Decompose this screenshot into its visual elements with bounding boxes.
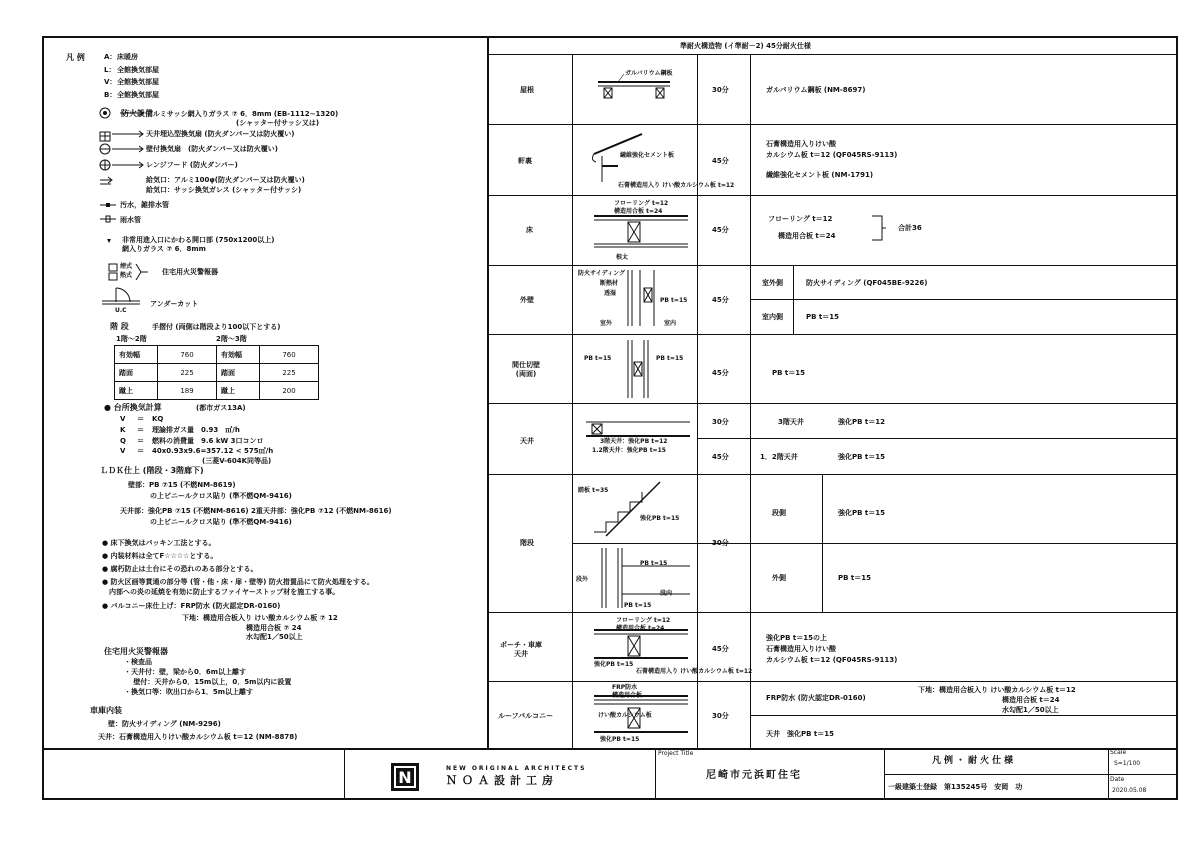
legend-label-a: 床暖房 (117, 53, 138, 61)
row-line (488, 265, 1178, 266)
intake1-label: 給気口：アルミ100φ(防火ダンパー又は防火覆い) (146, 176, 305, 184)
spec-floor-2: 構造用合板 t＝24 (778, 232, 836, 240)
vent-model: (三菱V-604K同等品) (202, 457, 272, 465)
spec-header-line (488, 54, 1178, 55)
table-row (115, 346, 217, 364)
stairs-wall-section-icon (590, 546, 694, 610)
exterior-wall-label-6: 室内 (664, 320, 677, 327)
ceiling-duct-label: 天井埋込型換気扇 (防火ダンパー又は防火覆い) (146, 130, 295, 138)
col-line (750, 54, 751, 749)
legend-spec-divider (487, 36, 489, 749)
sub-row-line (750, 715, 1178, 716)
range-hood-label: レンジフード (防火ダンパー) (146, 161, 238, 169)
drawing-title: 凡例・耐火仕様 (932, 756, 1017, 766)
legend-title: 凡 例 (66, 53, 85, 62)
eaves-label-2: 石膏構造用入り けい酸カルシウム板 t=12 (618, 182, 735, 189)
alarm-line-4: ・換気口等：吹出口から1．5m以上離す (124, 688, 254, 696)
vent-v1: 理論排ガス量 0.93 ㎥/h (152, 426, 240, 434)
stairs-23-title: 2階～3階 (216, 335, 247, 343)
inner-label: 室内側 (762, 313, 783, 321)
porch-label-3: 強化PB t=15 (594, 661, 634, 668)
ventilation-subtitle: (都市ガス13A) (196, 404, 246, 412)
stairs-12-table (114, 345, 217, 400)
exterior-wall-label-1: 防火サイディング (578, 270, 625, 277)
partition-label-2: PB t=15 (656, 355, 684, 362)
spec-partition: PB t＝15 (772, 369, 805, 377)
ventilation-title: ● 台所換気計算 (104, 403, 162, 412)
roof-balcony-label-2: 構造用合板 (612, 692, 643, 699)
spec-porch-3: カルシウム板 t＝12 (QF045RS-9113) (766, 656, 898, 664)
table-row (115, 382, 217, 400)
stairs-label-4: 段外 (576, 576, 589, 583)
date-label: Date (1110, 776, 1125, 783)
floor-brace-icon (872, 213, 894, 243)
garage-wall: 壁：防火サイディング (NM-9296) (108, 720, 221, 728)
note-2: ● 内装材料は全てF☆☆☆☆とする。 (102, 552, 218, 560)
stairs-key: 蹴上 (115, 382, 158, 400)
project-title-label: Project Title (658, 750, 694, 757)
legend-code-l: L： (104, 66, 116, 74)
outer-label: 室外側 (762, 279, 783, 287)
stairs-23-table (216, 345, 319, 400)
roof-drawing-label: ガルバリウム鋼板 (625, 70, 673, 77)
vent-k2: Q (120, 437, 126, 445)
date-value: 2020.05.08 (1112, 787, 1147, 794)
ceiling-12f-spec: 強化PB t＝15 (838, 453, 885, 461)
part-exterior-wall: 外壁 (520, 296, 534, 304)
tb-divider (655, 748, 656, 800)
registration: 一級建築士登録 第135245号 安岡 功 (888, 783, 1023, 791)
note-6: ● バルコニー床仕上げ：FRP防水 (防火認定DR-0160) (102, 602, 281, 610)
drain-label: 汚水，雑排水管 (120, 201, 169, 209)
alarm-line-3: 壁付：天井から0．15m以上，0．5m以内に設置 (124, 678, 292, 686)
detector-heat-label: 熱式 (120, 272, 133, 279)
stairs-value: 760 (158, 346, 217, 364)
stairs-value: 200 (260, 382, 319, 400)
spec-floor-1: フローリング t＝12 (768, 215, 833, 223)
vent-k1: K (120, 426, 126, 434)
time-stairs: 30分 (712, 539, 729, 547)
legend-code-a: A： (104, 53, 117, 61)
spec-eaves-2: カルシウム板 t＝12 (QF045RS-9113) (766, 151, 898, 159)
opening-label2: 網入りガラス ⑦ 6．8mm (122, 245, 206, 253)
alarm-line-1: ・検査品 (124, 658, 152, 666)
undercut-label: アンダーカット (150, 300, 199, 308)
undercut-code: U.C (115, 307, 127, 314)
balcony-l2: 構造用合板 ⑦ 24 (246, 624, 302, 632)
spec-floor-total: 合計36 (898, 224, 922, 232)
part-partition: 間仕切壁 (両面) (512, 361, 540, 378)
balcony-l3: 水勾配1／50以上 (246, 633, 303, 641)
rain-label: 雨水管 (120, 216, 141, 224)
porch-label-1: フローリング t=12 (616, 617, 671, 624)
stairs-label-3: PB t=15 (640, 560, 668, 567)
titleblock-top-line (42, 748, 1178, 750)
ceiling-3f-label: 3階天井 (778, 418, 804, 426)
part-floor: 床 (526, 226, 533, 234)
ceiling-label-2: 1.2階天井：強化PB t=15 (592, 447, 666, 454)
opening-label1: 非常用進入口にかわる開口部 (750x1200以上) (122, 236, 275, 244)
vent-eq2: ＝ (137, 437, 144, 445)
time-ceiling-1: 30分 (712, 418, 729, 426)
stairs-label-2: 強化PB t=15 (640, 515, 680, 522)
row-line (488, 403, 1178, 404)
scale-label: Scale (1110, 749, 1127, 756)
roof-balcony-label-3: けい酸カルシウム板 (598, 712, 652, 719)
partition-section-icon (590, 338, 694, 402)
tb-divider (884, 774, 1178, 775)
ldk-title: ＬＤＫ仕上 (階段・3階廊下) (100, 466, 204, 475)
table-row (115, 364, 217, 382)
time-partition: 45分 (712, 369, 729, 377)
note-4: ● 防火区画等貫通の部分等 (管・他・床・扉・壁等) 防火措置品にて防火処理をする。 (102, 578, 374, 586)
roof-balcony-sub-3: 水勾配1／50以上 (1002, 706, 1059, 714)
outer-spec: 防火サイディング (QF045BE-9226) (806, 279, 928, 287)
spec-title: 準耐火構造物 (イ準耐－2) 45分耐火仕様 (680, 42, 811, 50)
alarm-line-2: ・天井付：壁，梁から0．6m以上離す (124, 668, 247, 676)
col-line (697, 54, 698, 749)
scale-value: S=1/100 (1114, 760, 1141, 767)
floor-label-1: フローリング t=12 (614, 200, 669, 207)
ceiling-3f-spec: 強化PB t＝12 (838, 418, 885, 426)
note-5: 内部への炎の延焼を有効に防止するファイヤーストップ材を施工する事。 (102, 588, 340, 596)
ldk-ceiling: 天井部：強化PB ⑦15 (不燃NM-8616) 2重天井部：強化PB ⑦12 (不燃NM-8616) (120, 507, 392, 515)
note-1: ● 床下換気はパッキン工法とする。 (102, 539, 216, 547)
roof-balcony-sub-1: 下地：構造用合板入り けい酸カルシウム板 t＝12 (918, 686, 1076, 694)
stairs-title: 階 段 (110, 322, 129, 331)
part-eaves: 軒裏 (518, 157, 532, 165)
time-roof: 30分 (712, 86, 729, 94)
porch-label-2: 構造用合板 t=24 (616, 625, 665, 632)
vent-k3: V (120, 447, 126, 455)
fire-equipment-text: アルミサッシ網入りガラス ⑦ 6．8mm (EB-1112~1320) (146, 110, 339, 118)
stairs-key: 有効幅 (217, 346, 260, 364)
stairs-note: 手摺付 (両側は階段より100以下とする) (152, 323, 281, 331)
roof-balcony-sub-2: 構造用合板 t＝24 (1002, 696, 1060, 704)
wall-duct-label: 壁付換気扇 (防火ダンパー又は防火覆い) (146, 145, 278, 153)
floor-label-3: 根太 (616, 254, 629, 261)
stairs-upper-label: 段側 (772, 509, 786, 517)
stairs-12-title: 1階～2階 (116, 335, 147, 343)
col-line (572, 54, 573, 749)
vent-eq1: ＝ (137, 426, 144, 434)
partition-label-1: PB t=15 (584, 355, 612, 362)
ldk-wall: 壁部：PB ⑦15 (不燃NM-8619) (128, 481, 236, 489)
row-line (488, 474, 1178, 475)
part-stairs: 階段 (520, 539, 534, 547)
vent-eq0: ＝ (137, 415, 144, 423)
row-line (488, 681, 1178, 682)
roof-balcony-frp: FRP防水 (防火認定DR-0160) (766, 694, 866, 702)
roof-balcony-ceiling: 天井 強化PB t＝15 (766, 730, 834, 738)
time-porch: 45分 (712, 645, 729, 653)
exterior-wall-label-5: 室外 (600, 320, 613, 327)
noa-logo-icon (391, 763, 419, 791)
porch-label-4: 石膏構造用入り けい酸カルシウム板 t=12 (636, 668, 753, 675)
row-line (488, 124, 1178, 125)
detector-smoke-label: 煙式 (120, 263, 133, 270)
stairs-label-1: 踏板 t=35 (578, 487, 609, 494)
part-ceiling: 天井 (520, 437, 534, 445)
table-row (217, 346, 319, 364)
note-3: ● 腐朽防止は土台にその恐れのある部分とする。 (102, 565, 258, 573)
garage-title: 車庫内装 (90, 706, 122, 715)
row-line (488, 334, 1178, 335)
legend-label-b: 全館換気部屋 (117, 91, 159, 99)
roof-balcony-label-4: 強化PB t=15 (600, 736, 640, 743)
part-roof-balcony: ルーフバルコニー (498, 712, 554, 720)
vent-v0: KQ (152, 415, 164, 423)
spec-porch-1: 強化PB t＝15の上 (766, 634, 827, 642)
stairs-lower-label: 外側 (772, 574, 786, 582)
time-floor: 45分 (712, 226, 729, 234)
stairs-value: 760 (260, 346, 319, 364)
shutter-note: (シャッター付サッシ又は) (236, 119, 320, 127)
floor-label-2: 構造用合板 t=24 (614, 208, 663, 215)
spec-roof-text: ガルバリウム鋼板 (NM-8697) (766, 86, 866, 94)
vent-v3: 40x0.93x9.6=357.12 < 575㎥/h (152, 447, 274, 455)
stairs-upper-spec: 強化PB t＝15 (838, 509, 885, 517)
spec-eaves-1: 石膏構造用入りけい酸 (766, 140, 836, 148)
stairs-key: 踏面 (115, 364, 158, 382)
legend-code-b: B： (104, 91, 117, 99)
firm-name-jp: ＮＯＡ設計工房 (446, 774, 558, 787)
stairs-lower-spec: PB t＝15 (838, 574, 871, 582)
legend-label-l: 全館換気部屋 (117, 66, 159, 74)
exterior-wall-label-2: 断熱材 (600, 280, 619, 287)
garage-ceiling: 天井：石膏構造用入りけい酸カルシウム板 t＝12 (NM-8878) (98, 733, 298, 741)
part-porch: ポーチ・車庫 天井 (500, 641, 542, 658)
detector-note: 住宅用火災警報器 (162, 268, 218, 276)
spec-eaves-3: 繊維強化セメント板 (NM-1791) (766, 171, 874, 179)
table-row (217, 364, 319, 382)
stairs-key: 踏面 (217, 364, 260, 382)
eaves-label-1: 繊維強化セメント板 (620, 152, 675, 159)
time-eaves: 45分 (712, 157, 729, 165)
stairs-value: 189 (158, 382, 217, 400)
ceiling-12f-label: 1．2階天井 (760, 453, 798, 461)
part-roof: 屋根 (520, 86, 534, 94)
table-row (217, 382, 319, 400)
time-exterior-wall: 45分 (712, 296, 729, 304)
eaves-section-icon (588, 130, 693, 190)
balcony-l1: 下地：構造用合板入り けい酸カルシウム板 ⑦ 12 (182, 614, 338, 622)
stairs-label-5: 段内 (660, 590, 673, 597)
stairs-value: 225 (260, 364, 319, 382)
alarm-title: 住宅用火災警報器 (104, 647, 168, 656)
sub-row-line (572, 543, 1178, 544)
stairs-key: 蹴上 (217, 382, 260, 400)
time-roof-balcony: 30分 (712, 712, 729, 720)
legend-code-v: V： (104, 78, 117, 86)
row-line (488, 195, 1178, 196)
roof-balcony-label-1: FRP防水 (612, 684, 638, 691)
sub-row-line (697, 438, 1178, 439)
logo-letter: N (398, 768, 412, 787)
vent-v2: 燃料の消費量 9.6 kW 3口コンロ (152, 437, 264, 445)
ldk-ceiling2: の上ビニールクロス貼り (準不燃QM-9416) (150, 518, 292, 526)
firm-name-en: NEW ORIGINAL ARCHITECTS (446, 765, 587, 772)
ldk-wall2: の上ビニールクロス貼り (準不燃QM-9416) (150, 492, 292, 500)
inner-spec: PB t＝15 (806, 313, 839, 321)
vent-eq3: ＝ (137, 447, 144, 455)
legend-label-v: 全館換気部屋 (117, 78, 159, 86)
row-line (488, 612, 1178, 613)
legend-arrows-icon (112, 106, 147, 196)
fire-equipment-label: 防火設備 (121, 109, 153, 118)
project-title: 尼崎市元浜町住宅 (706, 770, 802, 781)
stairs-value: 225 (158, 364, 217, 382)
exterior-wall-label-4: PB t=15 (660, 297, 688, 304)
vent-k0: V (120, 415, 126, 423)
sub-row-line (750, 299, 1178, 300)
intake2-label: 給気口：サッシ換気ガレス (シャッター付サッシ) (146, 186, 302, 194)
spec-porch-2: 石膏構造用入りけい酸 (766, 645, 836, 653)
stairs-key: 有効幅 (115, 346, 158, 364)
ceiling-label-1: 3階天井：強化PB t=12 (600, 438, 668, 445)
stairs-label-6: PB t=15 (624, 602, 652, 609)
exterior-wall-label-3: 透湿 (604, 290, 617, 297)
tb-divider (344, 748, 345, 800)
time-ceiling-2: 45分 (712, 453, 729, 461)
